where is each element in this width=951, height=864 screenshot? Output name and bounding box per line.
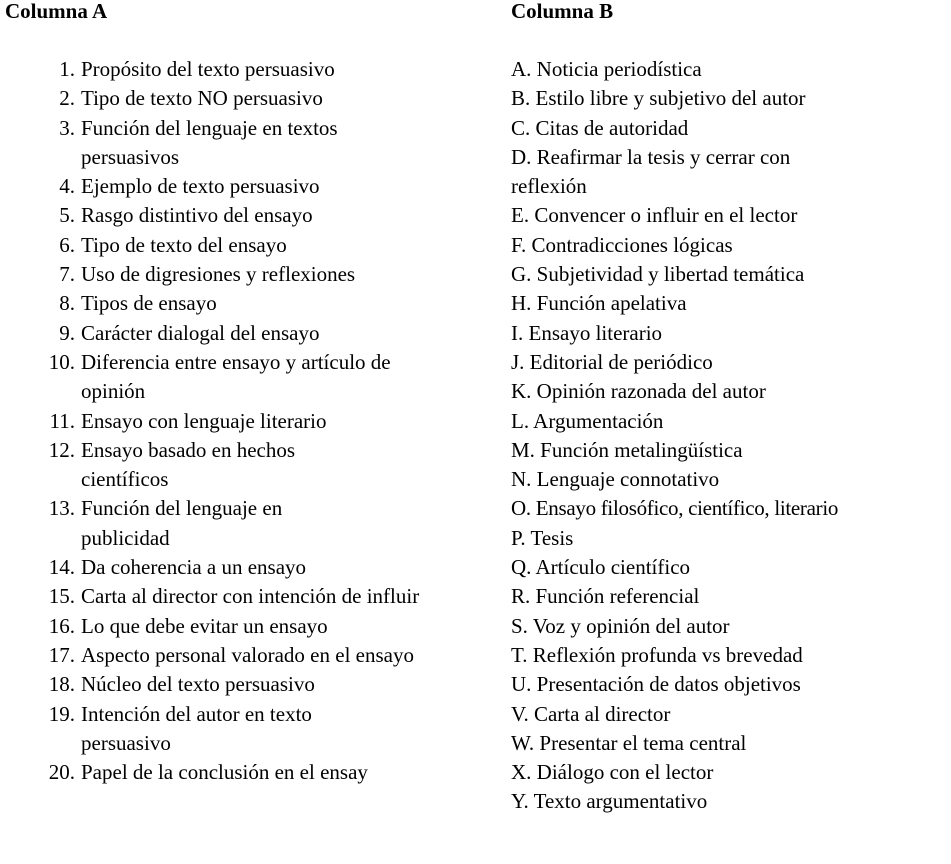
item-text: Tipos de ensayo: [81, 291, 217, 316]
item-text: Carácter dialogal del ensayo: [81, 320, 320, 345]
column-a-item-16: [12, 612, 492, 641]
item-number: 13.: [48, 496, 75, 521]
column-a-item-13: [12, 494, 492, 553]
column-b-item-h: H. Función apelativa: [511, 291, 687, 316]
item-number: 12.: [48, 437, 75, 462]
column-b-item-o: O. Ensayo filosófico, científico, literario: [511, 496, 839, 521]
item-text: Propósito del texto persuasivo: [81, 57, 335, 81]
column-a-item-11: [12, 407, 492, 436]
column-a-item-6: [12, 231, 492, 260]
item-number: 5.: [59, 203, 75, 228]
item-text: Ejemplo de texto persuasivo: [81, 174, 320, 199]
item-text: Lo que debe evitar un ensayo: [81, 613, 328, 638]
column-b-item-c: C. Citas de autoridad: [511, 115, 689, 140]
column-b-item-l: L. Argumentación: [511, 408, 664, 433]
column-b-item-e: E. Convencer o influir en el lector: [511, 203, 798, 228]
item-number: 6.: [59, 232, 75, 257]
column-a-item-5: [12, 201, 492, 230]
column-b-item-v: V. Carta al director: [511, 701, 671, 726]
column-a-heading: Columna A: [5, 0, 108, 23]
column-b-item-g: G. Subjetividad y libertad temática: [511, 262, 805, 287]
column-b-item-q: Q. Artículo científico: [511, 555, 691, 580]
column-a-item-15: [12, 582, 492, 611]
item-text: Tipo de texto NO persuasivo: [81, 86, 323, 111]
item-number: 9.: [59, 320, 75, 345]
column-a-item-8: [12, 289, 492, 318]
column-a-item-18: [12, 670, 492, 699]
column-b-item-p: P. Tesis: [511, 525, 574, 550]
column-b-item-n: N. Lenguaje connotativo: [511, 467, 720, 492]
column-b-item-j: J. Editorial de periódico: [511, 349, 713, 374]
item-text: Carta al director con intención de influir: [81, 584, 420, 609]
column-b-item-t: T. Reflexión profunda vs brevedad: [511, 642, 803, 667]
item-text: Intención del autor en texto persuasivo: [81, 701, 312, 755]
column-a-item-12: [12, 436, 492, 495]
item-number: 16.: [48, 613, 75, 638]
column-b-item-u: U. Presentación de datos objetivos: [511, 672, 801, 697]
column-b-item-d: D. Reafirmar la tesis y cerrar con reflexión: [511, 144, 791, 199]
item-text: Rasgo distintivo del ensayo: [81, 203, 313, 228]
column-b-item-x: X. Diálogo con el lector: [511, 760, 714, 785]
column-b-item-s: S. Voz y opinión del autor: [511, 613, 730, 638]
item-number: 3.: [59, 115, 75, 140]
column-b-item-b: B. Estilo libre y subjetivo del autor: [511, 86, 806, 111]
item-number: 15.: [48, 584, 75, 609]
item-number: 4.: [59, 174, 75, 199]
item-number: 7.: [59, 262, 75, 287]
column-a-item-19: [12, 700, 492, 759]
item-text: Diferencia entre ensayo y artículo de opinión: [81, 349, 391, 404]
column-b-item-a: A. Noticia periodística: [511, 57, 702, 81]
column-b-item-w: W. Presentar el tema central: [511, 730, 747, 755]
column-b-item-i: I. Ensayo literario: [511, 320, 663, 345]
item-text: Ensayo basado en hechos científicos: [81, 437, 296, 492]
column-b-heading: Columna B: [511, 0, 614, 23]
column-b-item-m: M. Función metalingüística: [511, 437, 743, 462]
item-text: Uso de digresiones y reflexiones: [81, 262, 356, 287]
item-text: Función del lenguaje en textos persuasivos: [81, 115, 338, 169]
item-number: 1.: [59, 57, 75, 81]
item-text: Da coherencia a un ensayo: [81, 555, 307, 580]
item-text: Tipo de texto del ensayo: [81, 232, 287, 257]
item-text: Función del lenguaje en publicidad: [81, 496, 283, 550]
item-text: Papel de la conclusión en el ensay: [81, 760, 368, 785]
item-number: 18.: [48, 672, 75, 697]
item-number: 2.: [59, 86, 75, 111]
item-number: 14.: [48, 555, 75, 580]
item-number: 20.: [48, 760, 75, 785]
column-a-item-17: [12, 641, 492, 670]
column-a-item-7: [12, 260, 492, 289]
item-number: 17.: [48, 642, 75, 667]
column-a-item-10: [12, 348, 492, 407]
column-b-list: [511, 55, 951, 817]
column-b-item-k: K. Opinión razonada del autor: [511, 379, 766, 404]
column-a-item-14: [12, 553, 492, 582]
item-number: 19.: [48, 701, 75, 726]
column-a-item-3: [12, 114, 492, 173]
column-a-item-9: [12, 319, 492, 348]
column-b-item-f: F. Contradicciones lógicas: [511, 232, 733, 257]
column-a-list: [12, 55, 492, 787]
item-number: 10.: [48, 349, 75, 374]
item-text: Ensayo con lenguaje literario: [81, 408, 327, 433]
column-a-item-20: [12, 758, 492, 787]
item-text: Aspecto personal valorado en el ensayo: [81, 642, 414, 667]
column-a-item-1: [12, 55, 492, 84]
item-number: 8.: [59, 291, 75, 316]
column-b-item-y: Y. Texto argumentativo: [511, 789, 708, 814]
column-b-item-r: R. Función referencial: [511, 584, 700, 609]
item-number: 11.: [49, 408, 75, 433]
column-a-item-2: [12, 84, 492, 113]
item-text: Núcleo del texto persuasivo: [81, 672, 315, 697]
column-a-item-4: [12, 172, 492, 201]
